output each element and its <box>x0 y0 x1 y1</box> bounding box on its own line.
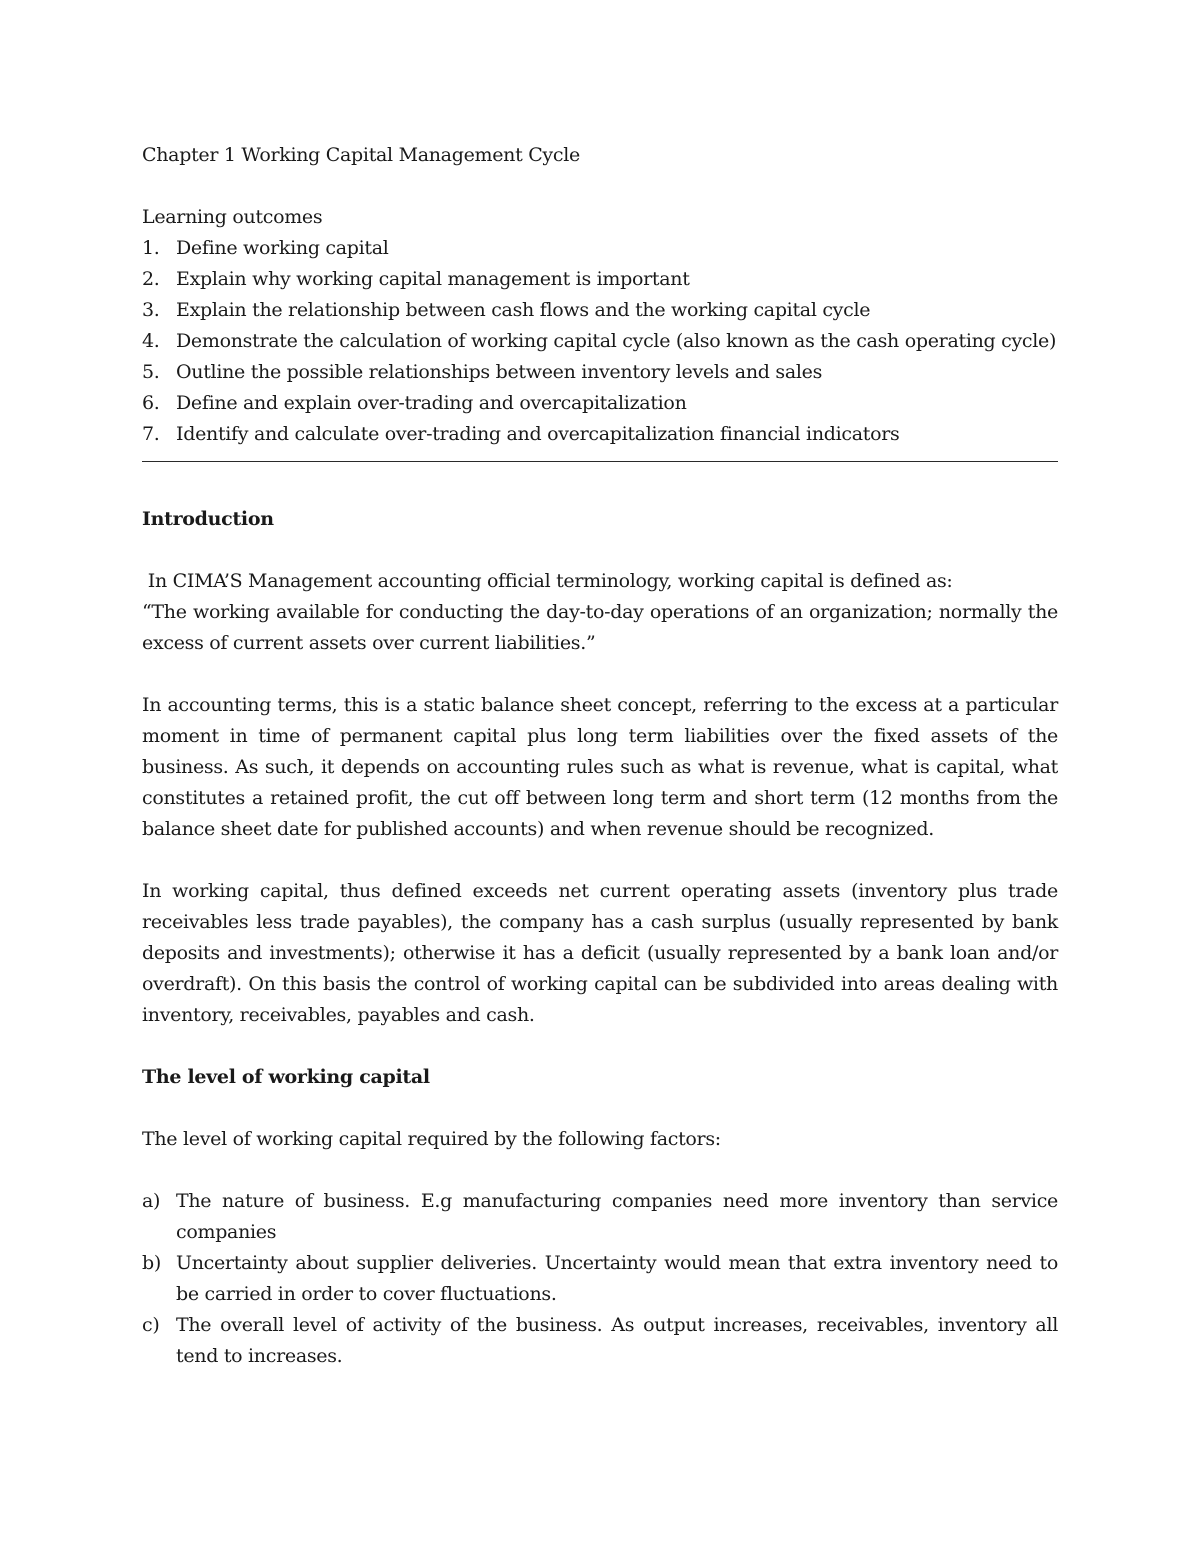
list-item <box>142 1186 1058 1248</box>
list-item <box>142 1310 1058 1372</box>
list-item <box>142 419 1058 450</box>
list-item <box>142 264 1058 295</box>
list-marker: 2. <box>142 268 160 290</box>
list-item-text: Explain why working capital management is important <box>176 268 690 290</box>
chapter-title: Chapter 1 Working Capital Management Cycle <box>142 144 580 166</box>
level-intro-text: The level of working capital required by the following factors: <box>142 1128 721 1150</box>
list-item <box>142 1248 1058 1310</box>
list-item-text: Outline the possible relationships between inventory levels and sales <box>176 361 823 383</box>
introduction-paragraph: In working capital, thus defined exceeds net current operating assets (inventory plus trade receivables less trade payables), the company has a cash surplus (usually represented by bank deposits and investments); otherwise it has a deficit (usually represented by a bank loan and/or overdraft). On this basis the control of working capital can be subdivided into areas dealing with inventory, receivables, payables and cash. <box>142 880 1058 1026</box>
list-item <box>142 326 1058 357</box>
list-item-text: Define and explain over-trading and overcapitalization <box>176 392 687 414</box>
list-marker: 5. <box>142 361 160 383</box>
list-marker: b) <box>142 1252 161 1274</box>
introduction-definition-lead: In CIMA’S Management accounting official terminology, working capital is defined as: <box>142 570 953 592</box>
learning-outcomes-list <box>142 233 1058 450</box>
list-item <box>142 388 1058 419</box>
list-item-text: Demonstrate the calculation of working capital cycle (also known as the cash operating cycle) <box>176 330 1057 352</box>
list-item-text: The nature of business. E.g manufacturing companies need more inventory than service companies <box>176 1190 1058 1243</box>
list-marker: 1. <box>142 237 160 259</box>
list-item-text: Define working capital <box>176 237 389 259</box>
list-marker: a) <box>142 1190 161 1212</box>
introduction-definition-quote: “The working available for conducting the day-to-day operations of an organization; normally the excess of current assets over current liabilities.” <box>142 601 1058 654</box>
introduction-heading: Introduction <box>142 508 274 530</box>
list-marker: 7. <box>142 423 160 445</box>
list-marker: c) <box>142 1314 160 1336</box>
list-marker: 4. <box>142 330 160 352</box>
list-item <box>142 233 1058 264</box>
factors-list <box>142 1186 1058 1372</box>
horizontal-divider <box>142 461 1058 462</box>
list-item <box>142 357 1058 388</box>
list-item-text: Uncertainty about supplier deliveries. Uncertainty would mean that extra inventory need to be carried in order to cover fluctuations. <box>176 1252 1058 1305</box>
learning-outcomes-heading: Learning outcomes <box>142 206 323 228</box>
list-item <box>142 295 1058 326</box>
list-marker: 3. <box>142 299 160 321</box>
list-item-text: The overall level of activity of the business. As output increases, receivables, inventory all tend to increases. <box>176 1314 1058 1367</box>
list-marker: 6. <box>142 392 160 414</box>
level-of-working-capital-heading: The level of working capital <box>142 1066 430 1088</box>
list-item-text: Identify and calculate over-trading and overcapitalization financial indicators <box>176 423 900 445</box>
document-page <box>142 140 1058 1372</box>
introduction-paragraph: In accounting terms, this is a static balance sheet concept, referring to the excess at a particular moment in time of permanent capital plus long term liabilities over the fixed assets of the business. As such, it depends on accounting rules such as what is revenue, what is capital, what constitutes a retained profit, the cut off between long term and short term (12 months from the balance sheet date for published accounts) and when revenue should be recognized. <box>142 694 1058 840</box>
list-item-text: Explain the relationship between cash flows and the working capital cycle <box>176 299 871 321</box>
